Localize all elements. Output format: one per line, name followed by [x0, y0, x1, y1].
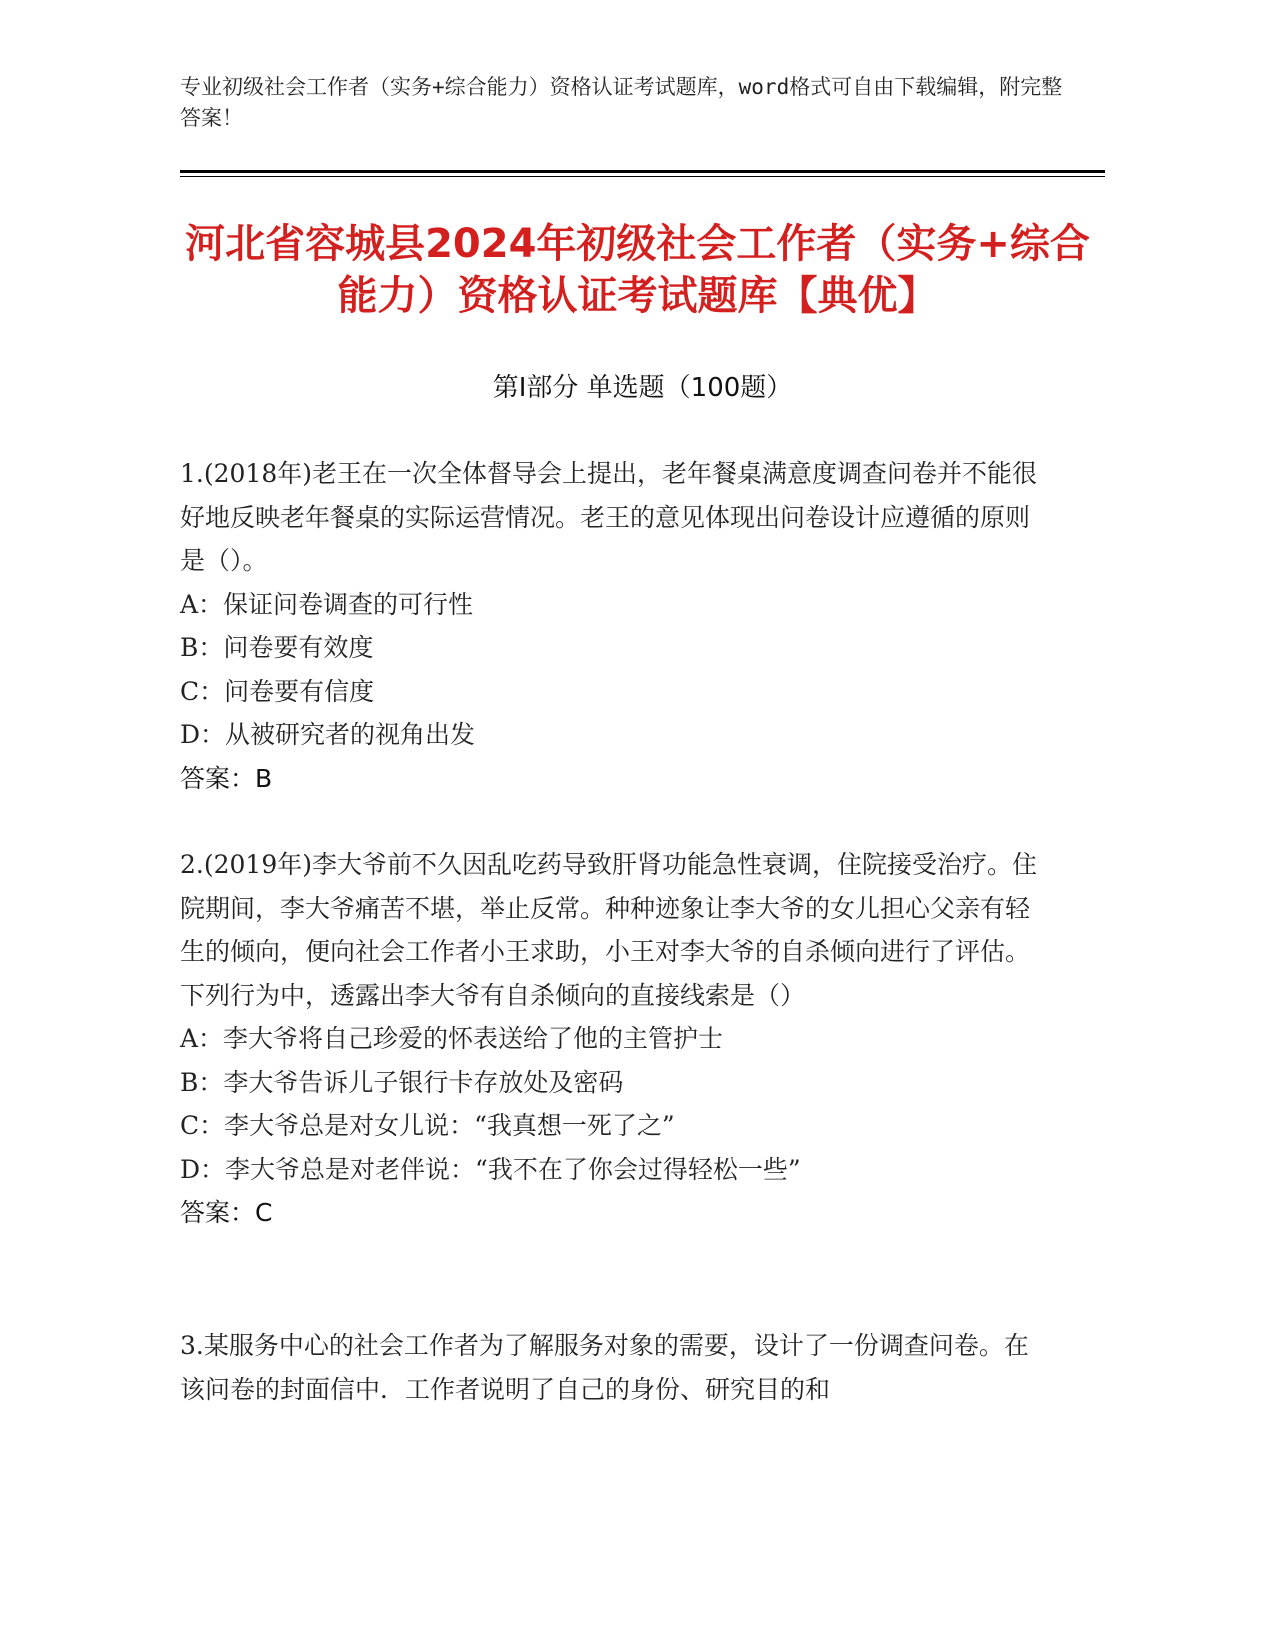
question-2: [180, 843, 1040, 1235]
answer: 答案：C: [180, 1198, 273, 1227]
option-c: C：李大爷总是对女儿说：“我真想一死了之”: [180, 1111, 675, 1140]
option-d: D：李大爷总是对老伴说：“我不在了你会过得轻松一些”: [180, 1154, 801, 1184]
question-3: [180, 1324, 1040, 1411]
section-heading: 第Ⅰ部分 单选题（100题）: [492, 373, 793, 403]
option-a: A：李大爷将自己珍爱的怀表送给了他的主管护士: [180, 1024, 724, 1053]
option-b: B：李大爷告诉儿子银行卡存放处及密码: [180, 1067, 624, 1097]
question-1: [180, 452, 1040, 800]
header-rule-thick: [180, 170, 1105, 173]
option-c: C：问卷要有信度: [180, 676, 375, 706]
option-b: B：问卷要有效度: [180, 633, 374, 662]
question-stem: 2.(2019年)李大爷前不久因乱吃药导致肝肾功能急性衰调，住院接受治疗。住院期间，李大爷痛苦不堪，举止反常。种种迹象让李大爷的女儿担心父亲有轻生的倾向，便向社会工作者小王求助，小王对李大爷的自杀倾向进行了评估。下列行为中，透露出李大爷有自杀倾向的直接线索是（）: [180, 850, 1037, 1010]
header-note: 专业初级社会工作者（实务+综合能力）资格认证考试题库，word格式可自由下载编辑，附完整答案！: [180, 75, 1063, 130]
question-stem: 1.(2018年)老王在一次全体督导会上提出，老年餐桌满意度调查问卷并不能很好地反映老年餐桌的实际运营情况。老王的意见体现出问卷设计应遵循的原则是（）。: [180, 459, 1037, 575]
option-a: A：保证问卷调查的可行性: [180, 589, 474, 619]
answer: 答案：B: [180, 763, 273, 793]
header-rule-thin: [180, 176, 1105, 177]
option-d: D：从被研究者的视角出发: [180, 720, 476, 749]
document-title: 河北省容城县2024年初级社会工作者（实务+综合能力）资格认证考试题库【典优】: [185, 221, 1090, 319]
question-stem: 3.某服务中心的社会工作者为了解服务对象的需要，设计了一份调查问卷。在该问卷的封面信中．工作者说明了自己的身份、研究目的和: [180, 1331, 1029, 1404]
